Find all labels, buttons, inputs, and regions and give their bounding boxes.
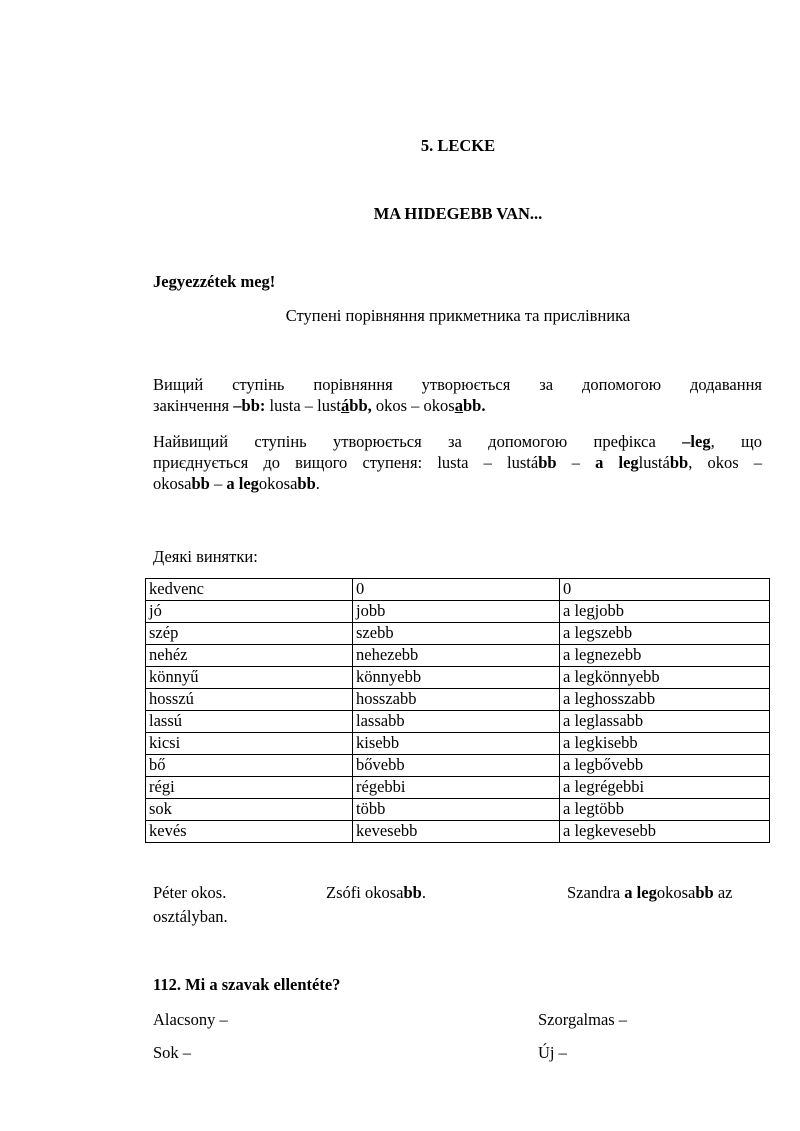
superlative-cell: a legbővebb bbox=[560, 755, 770, 777]
comparative-cell: bővebb bbox=[353, 755, 560, 777]
text-fragment: закінчення bbox=[153, 396, 234, 415]
superlative-cell: a legszebb bbox=[560, 623, 770, 645]
table-row bbox=[146, 711, 770, 733]
superlative-rule-paragraph bbox=[153, 431, 762, 494]
superlative-rule-line2 bbox=[153, 452, 762, 473]
comparative-cell: jobb bbox=[353, 601, 560, 623]
exceptions-table-body bbox=[146, 579, 770, 843]
comparative-cell: könnyebb bbox=[353, 667, 560, 689]
comparative-rule-line2 bbox=[153, 395, 762, 416]
lesson-number-title: 5. LECKE bbox=[420, 136, 496, 155]
text-fragment: okosa bbox=[153, 474, 192, 493]
superlative-cell: 0 bbox=[560, 579, 770, 601]
table-row bbox=[146, 623, 770, 645]
underlined-vowel: a bbox=[454, 396, 463, 415]
base-form-cell: lassú bbox=[146, 711, 353, 733]
text-fragment: okosa bbox=[656, 883, 696, 902]
example-part3 bbox=[567, 883, 732, 903]
comparative-rule-line1: Вищий ступінь порівняння утворюється за допомогою додавання bbox=[153, 375, 762, 394]
text-fragment: . bbox=[421, 883, 426, 902]
bold-fragment: bb bbox=[669, 453, 689, 472]
table-row bbox=[146, 667, 770, 689]
table-row bbox=[146, 777, 770, 799]
superlative-rule-line3 bbox=[153, 473, 762, 494]
exercise-item: Alacsony – bbox=[153, 1010, 228, 1029]
base-form-cell: nehéz bbox=[146, 645, 353, 667]
base-form-cell: jó bbox=[146, 601, 353, 623]
table-row bbox=[146, 755, 770, 777]
comparative-rule-paragraph bbox=[153, 374, 762, 416]
lesson-subtitle: MA HIDEGEBB VAN... bbox=[373, 204, 543, 223]
text-fragment: lustá bbox=[638, 453, 670, 472]
text-fragment: , okos – bbox=[688, 453, 763, 472]
bold-suffix: bb. bbox=[462, 396, 486, 415]
exceptions-label: Деякі винятки: bbox=[153, 547, 258, 566]
base-form-cell: hosszú bbox=[146, 689, 353, 711]
text-fragment: приєднується до вищого ступеня: lusta – lustá bbox=[153, 453, 539, 472]
superlative-cell: a legnezebb bbox=[560, 645, 770, 667]
example-line2: osztályban. bbox=[153, 907, 228, 926]
text-fragment: az bbox=[713, 883, 733, 902]
comparative-cell: nehezebb bbox=[353, 645, 560, 667]
superlative-cell: a legrégebbi bbox=[560, 777, 770, 799]
exercise-item: Szorgalmas – bbox=[538, 1010, 628, 1029]
text-fragment: Szandra bbox=[567, 883, 625, 902]
text-fragment: , що bbox=[710, 432, 762, 451]
comparative-cell: kisebb bbox=[353, 733, 560, 755]
comparative-cell: régebbi bbox=[353, 777, 560, 799]
note-heading: Jegyezzétek meg! bbox=[153, 272, 276, 291]
bold-fragment: a leg bbox=[595, 453, 639, 472]
text-fragment: – bbox=[209, 474, 227, 493]
underlined-vowel: á bbox=[341, 396, 350, 415]
table-row bbox=[146, 689, 770, 711]
bold-fragment: bb bbox=[403, 883, 422, 902]
superlative-cell: a legtöbb bbox=[560, 799, 770, 821]
superlative-cell: a legkevesebb bbox=[560, 821, 770, 843]
base-form-cell: sok bbox=[146, 799, 353, 821]
bold-fragment: bb bbox=[191, 474, 210, 493]
superlative-cell: a leglassabb bbox=[560, 711, 770, 733]
text-fragment: okosa bbox=[258, 474, 298, 493]
exceptions-table bbox=[145, 578, 770, 843]
comparative-cell: lassabb bbox=[353, 711, 560, 733]
base-form-cell: régi bbox=[146, 777, 353, 799]
exercise-item: Sok – bbox=[153, 1043, 192, 1062]
text-fragment: okos – okos bbox=[371, 396, 455, 415]
superlative-rule-line1 bbox=[153, 431, 762, 452]
text-fragment: Найвищий ступінь утворюється за допомогою префікса bbox=[153, 432, 683, 451]
bold-fragment: a leg bbox=[624, 883, 657, 902]
text-fragment: Zsófi okosa bbox=[326, 883, 404, 902]
text-fragment: lusta – lust bbox=[265, 396, 342, 415]
superlative-cell: a legkönnyebb bbox=[560, 667, 770, 689]
base-form-cell: bő bbox=[146, 755, 353, 777]
text-fragment: . bbox=[315, 474, 320, 493]
base-form-cell: kevés bbox=[146, 821, 353, 843]
bold-fragment: a leg bbox=[226, 474, 259, 493]
bold-suffix: bb, bbox=[349, 396, 372, 415]
table-row bbox=[146, 601, 770, 623]
table-row bbox=[146, 733, 770, 755]
superlative-cell: a legjobb bbox=[560, 601, 770, 623]
comparative-cell: 0 bbox=[353, 579, 560, 601]
section-title: Ступені порівняння прикметника та прислівника bbox=[285, 306, 631, 325]
prefix-label: –leg bbox=[682, 432, 711, 451]
table-row bbox=[146, 579, 770, 601]
exercise-item: Új – bbox=[538, 1043, 567, 1062]
bold-fragment: bb bbox=[695, 883, 714, 902]
bold-fragment: bb bbox=[538, 453, 557, 472]
comparative-cell: hosszabb bbox=[353, 689, 560, 711]
base-form-cell: könnyű bbox=[146, 667, 353, 689]
base-form-cell: kicsi bbox=[146, 733, 353, 755]
table-row bbox=[146, 799, 770, 821]
superlative-cell: a legkisebb bbox=[560, 733, 770, 755]
comparative-cell: több bbox=[353, 799, 560, 821]
bold-fragment: bb bbox=[297, 474, 316, 493]
base-form-cell: kedvenc bbox=[146, 579, 353, 601]
comparative-cell: szebb bbox=[353, 623, 560, 645]
superlative-cell: a leghosszabb bbox=[560, 689, 770, 711]
exercise-heading: 112. Mi a szavak ellentéte? bbox=[153, 975, 341, 994]
table-row bbox=[146, 821, 770, 843]
example-part1: Péter okos. bbox=[153, 883, 227, 902]
table-row bbox=[146, 645, 770, 667]
suffix-label: –bb: bbox=[233, 396, 266, 415]
text-fragment: – bbox=[556, 453, 596, 472]
comparative-cell: kevesebb bbox=[353, 821, 560, 843]
base-form-cell: szép bbox=[146, 623, 353, 645]
example-part2 bbox=[326, 883, 426, 903]
